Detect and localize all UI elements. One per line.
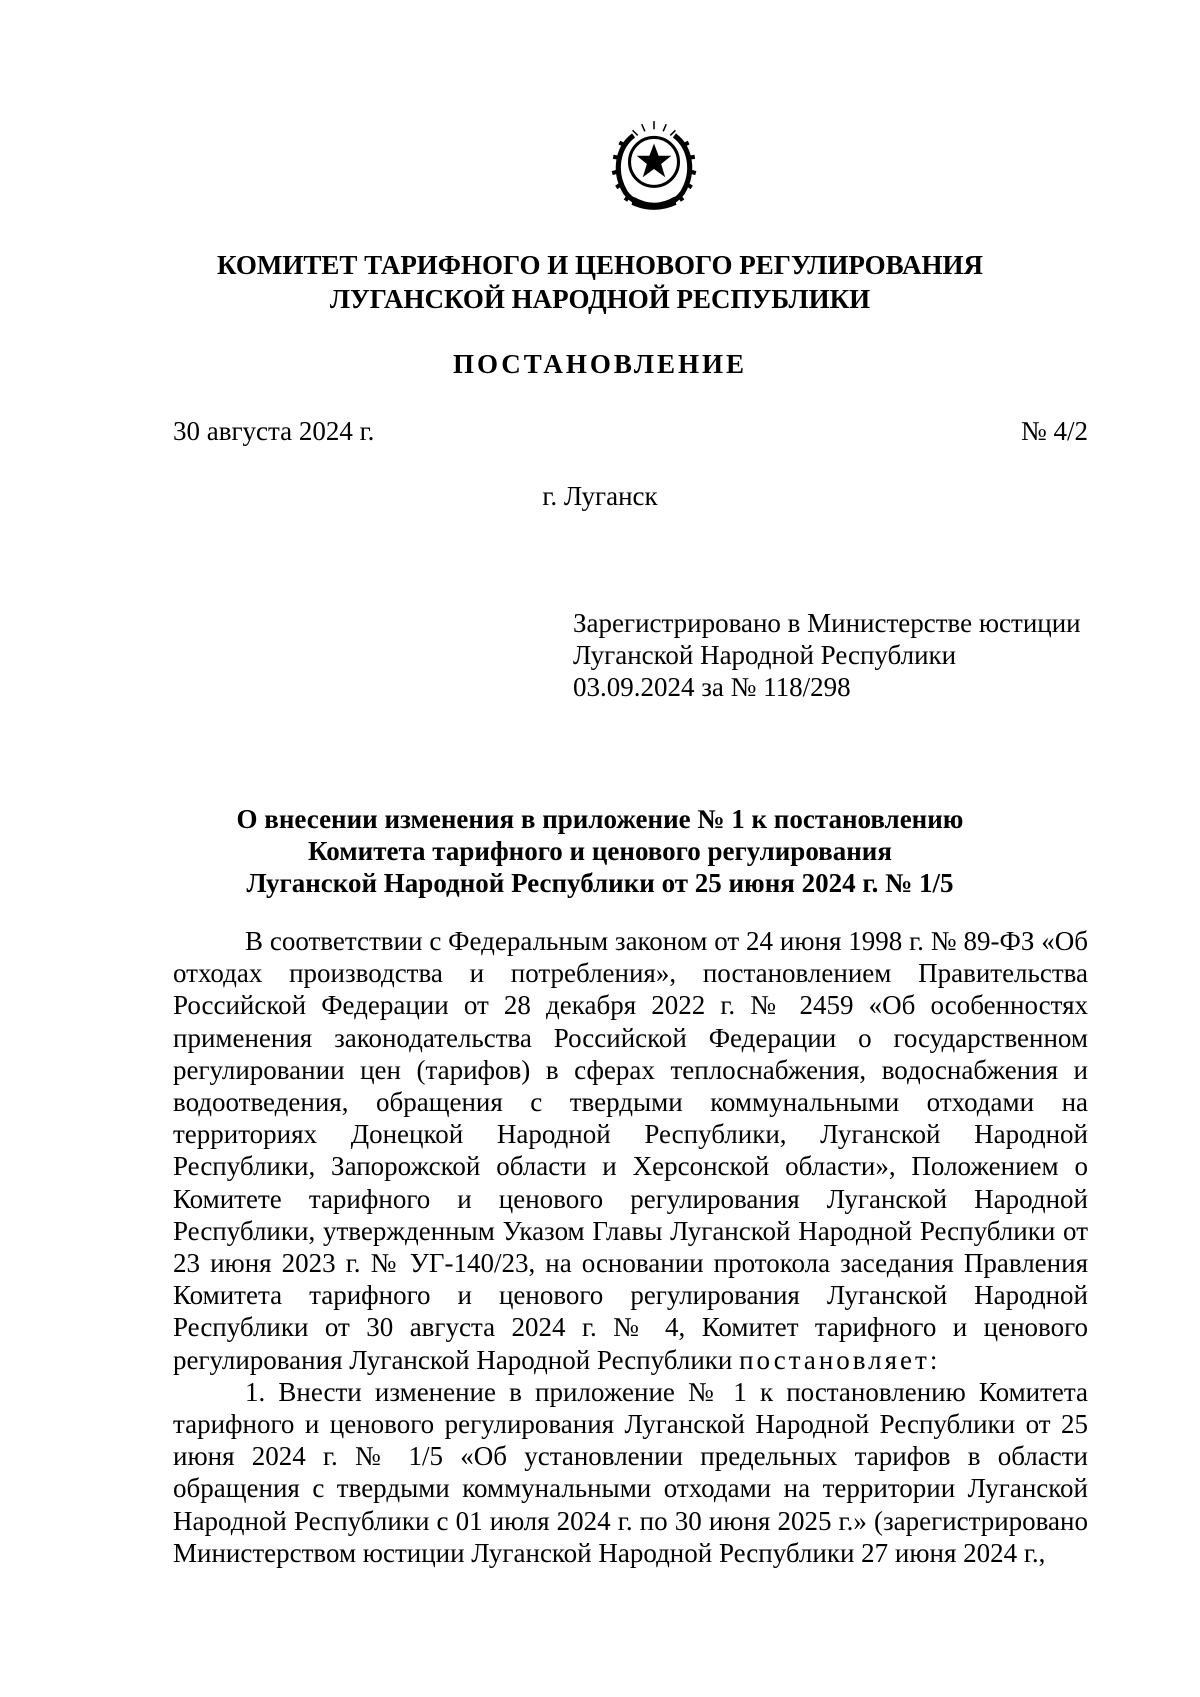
document-type: ПОСТАНОВЛЕНИЕ xyxy=(452,349,748,379)
org-line-1: КОМИТЕТ ТАРИФНОГО И ЦЕНОВОГО РЕГУЛИРОВАНИЯ xyxy=(216,250,983,280)
organization-name xyxy=(160,248,1040,316)
document-date: 30 августа 2024 г. xyxy=(173,416,375,446)
clause-1-paragraph: 1. Внести изменение в приложение № 1 к постановлению Комитета тарифного и ценового регулирования Луганской Народной Республики от 25 июня 2024 г. № 1/5 «Об установлении предельных тарифов в области обращения с твердыми коммунальными отходами на территории Луганской Народной Республики с 01 июля 2024 г. по 30 июня 2025 г.» (зарегистрировано Министерством юстиции Луганской Народной Республики 27 июня 2024 г., xyxy=(173,1376,1088,1568)
title-line-2: Комитета тарифного и ценового регулирования xyxy=(308,836,892,866)
preamble-paragraph xyxy=(173,925,1088,1376)
preamble-text: В соответствии с Федеральным законом от 24 июня 1998 г. № 89-ФЗ «Об отходах производства и потребления», постановлением Правительства Российской Федерации от 28 декабря 2022 г. № 2459 «Об особенностях применения законодательства Российской Федерации о государственном регулировании цен (тарифов) в сферах теплоснабжения, водоснабжения и водоотведения, обращения с твердыми коммунальными отходами на территориях Донецкой Народной Республики, Луганской Народной Республики, Запорожской области и Херсонской области», Положением о Комитете тарифного и ценового регулирования Луганской Народной Республики, утвержденным Указом Главы Луганской Народной Республики от 23 июня 2023 г. № УГ-140/23, на основании протокола заседания Правления Комитета тарифного и ценового регулирования Луганской Народной Республики от 30 августа 2024 г. № 4, Комитет тарифного и ценового регулирования Луганской Народной Республики xyxy=(173,926,1088,1375)
org-line-2: ЛУГАНСКОЙ НАРОДНОЙ РЕСПУБЛИКИ xyxy=(329,284,871,314)
coat-of-arms-emblem xyxy=(603,115,705,217)
registration-line-3: 03.09.2024 за № 118/298 xyxy=(573,672,851,702)
document-number: № 4/2 xyxy=(1020,416,1088,446)
title-line-3: Луганской Народной Республики от 25 июня 2024 г. № 1/5 xyxy=(246,868,954,898)
registration-note xyxy=(573,607,1081,703)
document-title xyxy=(160,803,1040,899)
title-line-1: О внесении изменения в приложение № 1 к постановлению xyxy=(236,804,964,834)
registration-line-2: Луганской Народной Республики xyxy=(573,640,957,670)
document-city: г. Луганск xyxy=(542,481,658,511)
registration-line-1: Зарегистрировано в Министерстве юстиции xyxy=(573,608,1081,638)
document-body xyxy=(173,925,1088,1569)
resolution-word: постановляет: xyxy=(739,1344,941,1375)
